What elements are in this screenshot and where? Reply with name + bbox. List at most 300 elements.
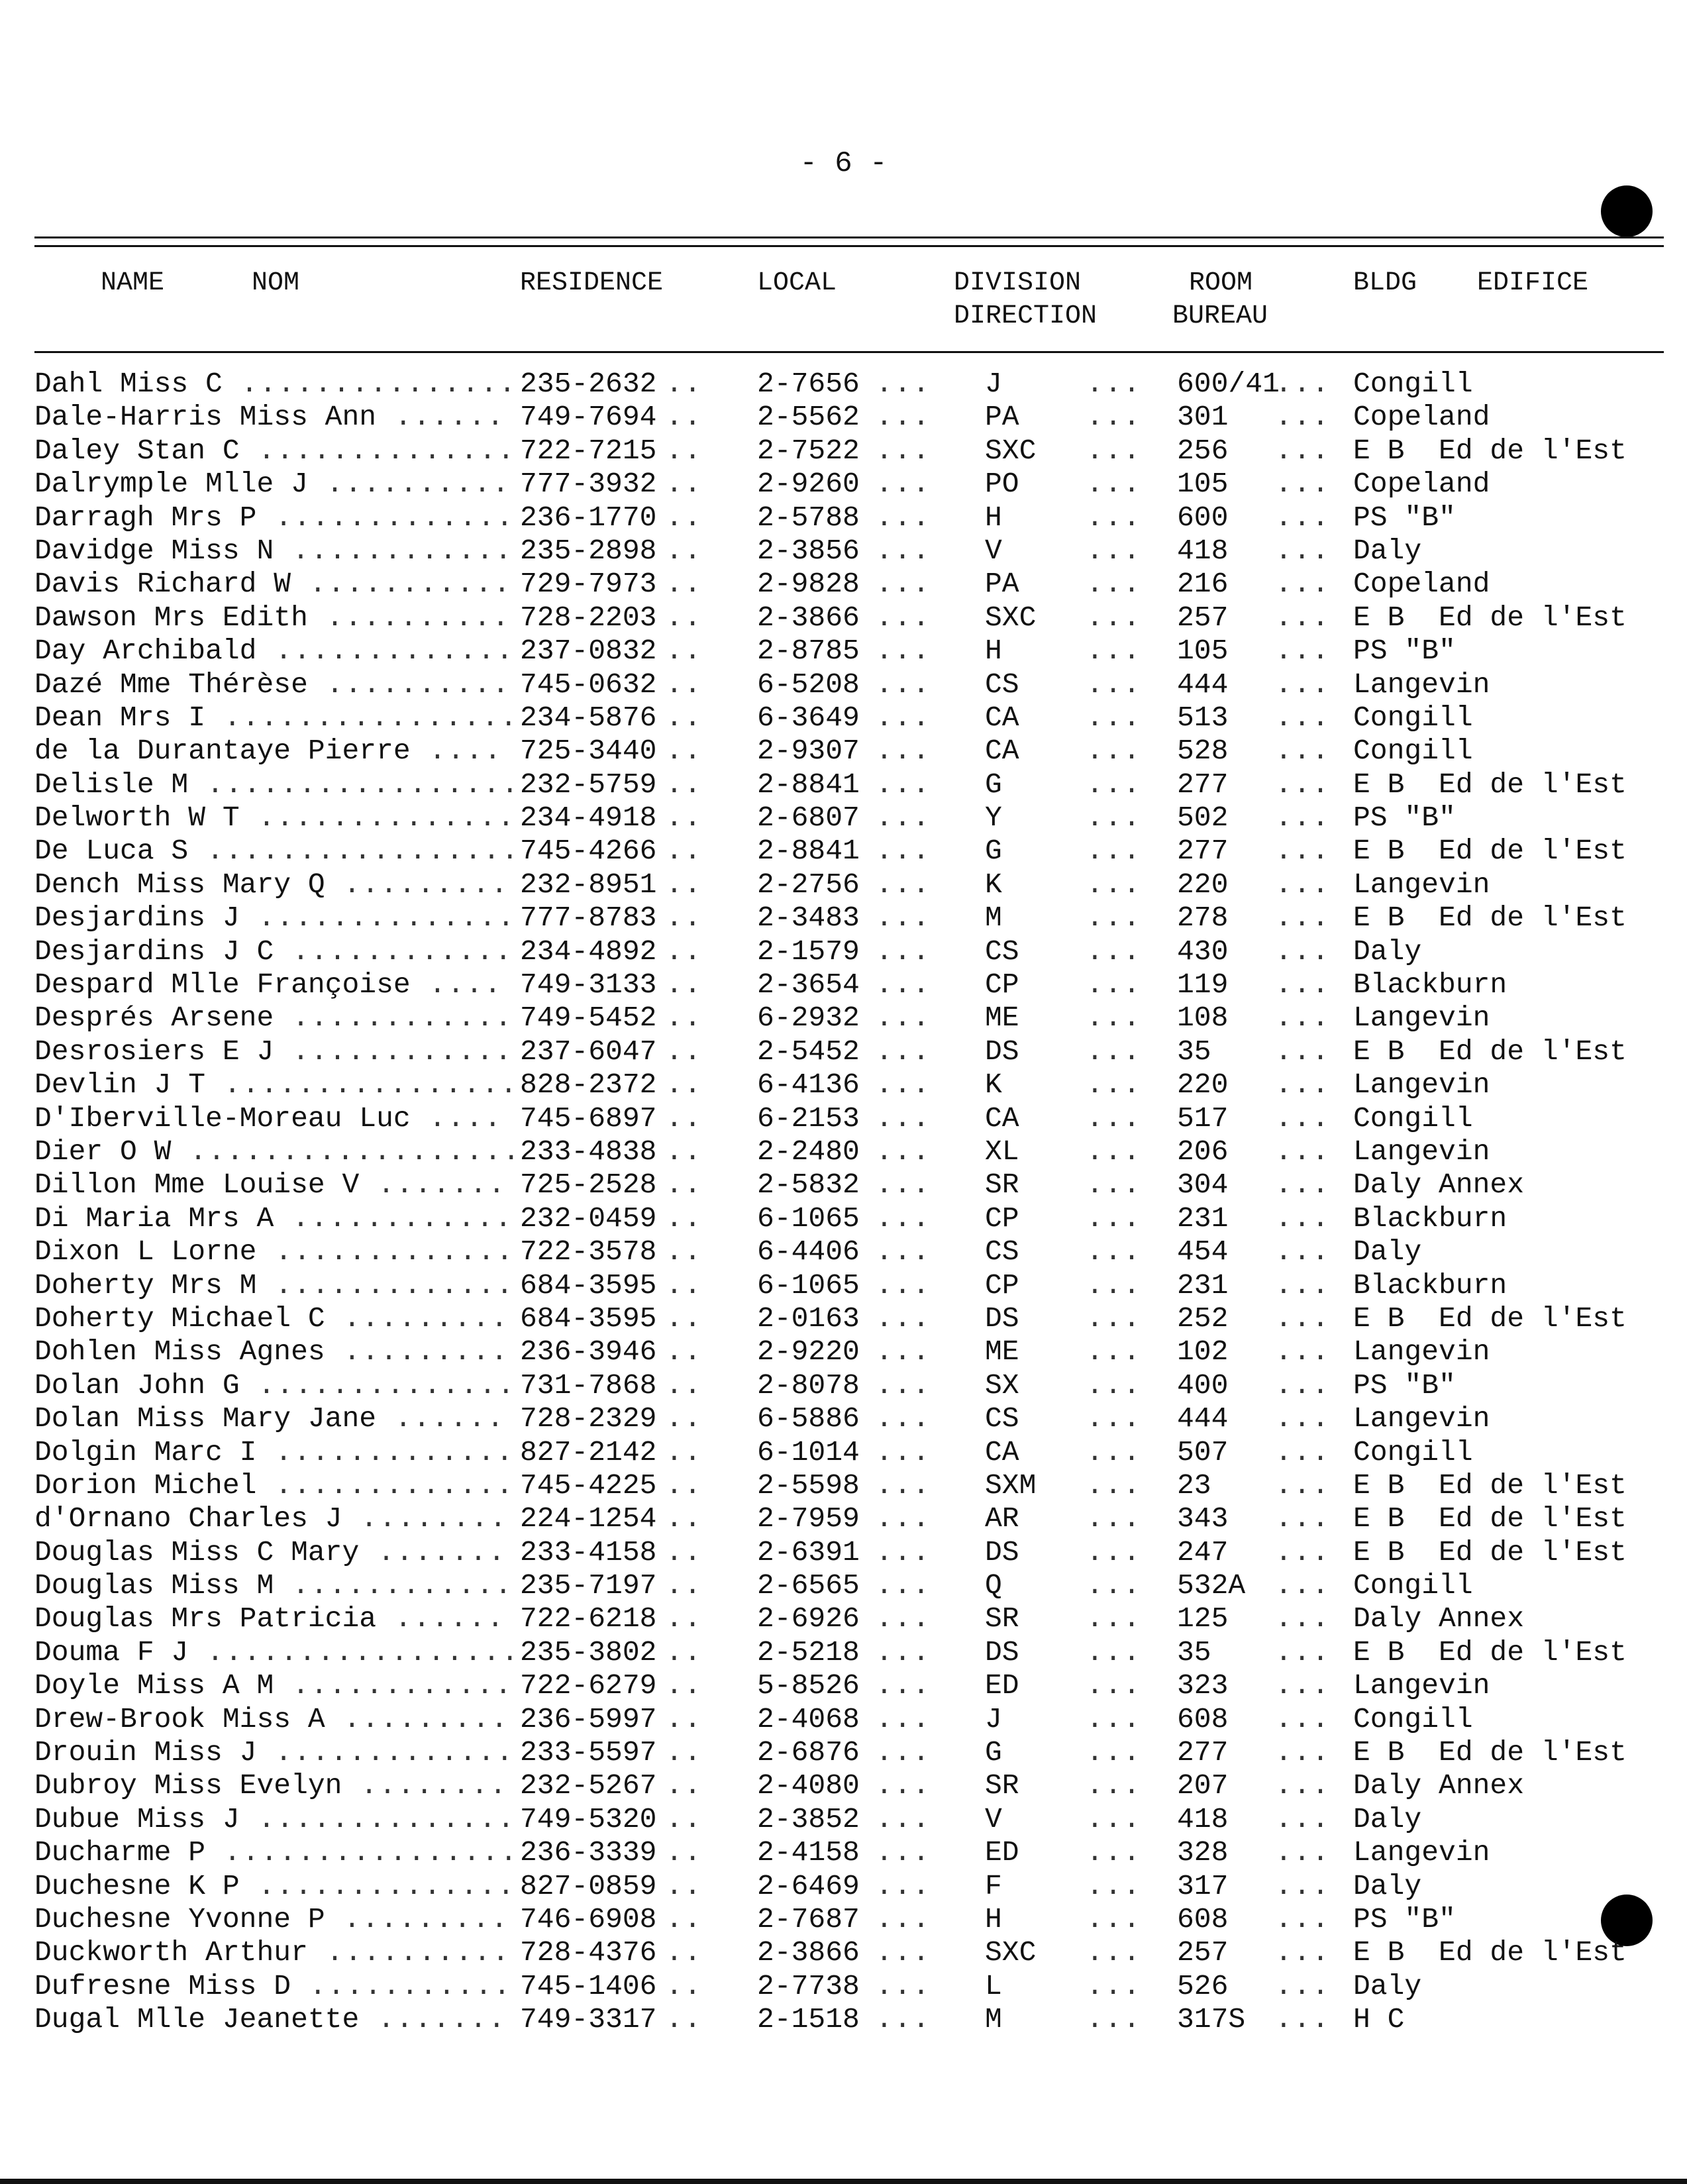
directory-row: [0, 1469, 1687, 1502]
dot-separator: ...: [1086, 401, 1142, 434]
dot-leader: ....: [410, 735, 503, 768]
entry-residence-phone: 232-5267: [520, 1769, 657, 1802]
entry-room: 517: [1177, 1102, 1229, 1135]
dot-separator: ...: [1275, 401, 1331, 434]
dot-separator: ...: [1275, 1836, 1331, 1869]
entry-name: Doherty Michael C .........: [34, 1302, 509, 1335]
dot-separator: ...: [876, 1002, 931, 1035]
dot-separator: ...: [1275, 1469, 1331, 1502]
dot-separator: ...: [876, 1035, 931, 1068]
entry-room: 608: [1177, 1702, 1229, 1736]
dot-separator: ...: [1086, 701, 1142, 734]
dot-separator: ..: [666, 1602, 703, 1636]
entry-local-phone: 2-3483: [757, 902, 860, 935]
dot-separator: ...: [876, 1769, 931, 1802]
entry-division: ED: [985, 1669, 1019, 1702]
dot-separator: ...: [1275, 434, 1331, 467]
dot-separator: ..: [666, 1636, 703, 1669]
entry-building: PS "B": [1353, 501, 1456, 534]
entry-local-phone: 6-3649: [757, 701, 860, 734]
dot-separator: ...: [876, 1535, 931, 1569]
entry-residence-phone: 749-7694: [520, 401, 657, 434]
dot-separator: ...: [1086, 1969, 1142, 2002]
directory-row: [0, 868, 1687, 902]
entry-local-phone: 2-5598: [757, 1469, 860, 1502]
entry-room: 528: [1177, 735, 1229, 768]
dot-separator: ..: [666, 434, 703, 467]
dot-separator: ...: [1086, 635, 1142, 668]
entry-room: 252: [1177, 1302, 1229, 1335]
entry-division: CP: [985, 968, 1019, 1002]
top-double-rule-2: [34, 245, 1664, 247]
dot-separator: ...: [1086, 1736, 1142, 1769]
entry-room: 247: [1177, 1535, 1229, 1569]
entry-name: Dorion Michel .............: [34, 1469, 515, 1502]
entry-name: Dillon Mme Louise V .......: [34, 1169, 507, 1202]
entry-residence-phone: 224-1254: [520, 1502, 657, 1535]
entry-division: ED: [985, 1836, 1019, 1869]
dot-separator: ...: [1275, 534, 1331, 567]
top-double-rule-1: [34, 236, 1664, 238]
entry-local-phone: 2-6565: [757, 1569, 860, 1602]
entry-division: G: [985, 835, 1002, 868]
entry-residence-phone: 722-3578: [520, 1235, 657, 1269]
entry-building: Blackburn: [1353, 1269, 1508, 1302]
dot-separator: ...: [1086, 601, 1142, 634]
directory-row: [0, 1569, 1687, 1602]
dot-leader: ................: [205, 1068, 519, 1102]
dot-separator: ..: [666, 1569, 703, 1602]
entry-name: Delworth W T ..............: [34, 802, 516, 835]
entry-residence-phone: 745-4225: [520, 1469, 657, 1502]
page-number: - 6 -: [799, 147, 888, 180]
entry-name: Dench Miss Mary Q .........: [34, 868, 509, 901]
dot-separator: ..: [666, 1269, 703, 1302]
entry-residence-phone: 725-2528: [520, 1169, 657, 1202]
entry-local-phone: 2-1579: [757, 935, 860, 968]
entry-residence-phone: 729-7973: [520, 568, 657, 601]
dot-separator: ..: [666, 534, 703, 567]
dot-separator: ...: [1275, 1802, 1331, 1836]
entry-residence-phone: 235-7197: [520, 1569, 657, 1602]
entry-room: 207: [1177, 1769, 1229, 1802]
column-headers: [0, 268, 1687, 341]
entry-division: M: [985, 902, 1002, 935]
directory-row: [0, 1102, 1687, 1135]
directory-row: [0, 968, 1687, 1002]
dot-separator: ...: [1086, 1769, 1142, 1802]
dot-leader: ................: [205, 1836, 519, 1869]
entry-division: J: [985, 368, 1002, 400]
entry-name: Doherty Mrs M .............: [34, 1269, 515, 1302]
entry-name: Doyle Miss A M ............: [34, 1669, 513, 1702]
entry-residence-phone: 722-7215: [520, 434, 657, 467]
entry-local-phone: 2-1518: [757, 2003, 860, 2036]
dot-leader: ..........: [307, 668, 511, 701]
directory-row: [0, 1803, 1687, 1836]
dot-separator: ...: [1275, 568, 1331, 601]
dot-separator: ...: [1086, 902, 1142, 935]
dot-separator: ..: [666, 1702, 703, 1736]
dot-separator: ...: [876, 601, 931, 634]
entry-division: SXC: [985, 434, 1037, 467]
dot-separator: ..: [666, 1502, 703, 1535]
dot-separator: ...: [1275, 1969, 1331, 2002]
dot-separator: ..: [666, 1335, 703, 1369]
dot-separator: ...: [1086, 1602, 1142, 1636]
entry-division: J: [985, 1702, 1002, 1736]
entry-room: 125: [1177, 1602, 1229, 1636]
entry-name: Devlin J T ................: [34, 1068, 519, 1102]
dot-separator: ...: [1086, 1836, 1142, 1869]
header-name: NAME: [101, 268, 165, 298]
dot-separator: ...: [1275, 668, 1331, 701]
dot-separator: ...: [876, 1169, 931, 1202]
dot-leader: ...............: [222, 368, 517, 400]
directory-row: [0, 535, 1687, 568]
directory-row: [0, 1335, 1687, 1369]
entry-residence-phone: 746-6908: [520, 1902, 657, 1936]
dot-leader: ............: [274, 534, 513, 567]
dot-separator: ..: [666, 1202, 703, 1235]
entry-local-phone: 2-6876: [757, 1736, 860, 1769]
dot-separator: ..: [666, 1769, 703, 1802]
dot-leader: .............: [256, 1469, 515, 1502]
dot-separator: ...: [1086, 568, 1142, 601]
entry-name: Duchesne Yvonne P .........: [34, 1902, 509, 1936]
entry-name: Dubroy Miss Evelyn ........: [34, 1769, 508, 1802]
entry-local-phone: 2-5788: [757, 501, 860, 534]
entry-division: SXC: [985, 601, 1037, 634]
dot-leader: ......: [376, 401, 505, 434]
dot-separator: ..: [666, 1736, 703, 1769]
entry-room: 454: [1177, 1235, 1229, 1269]
entry-room: 105: [1177, 468, 1229, 501]
entry-building: Langevin: [1353, 1836, 1490, 1869]
entry-building: Daly: [1353, 1869, 1422, 1902]
entry-building: E B Ed de l'Est: [1353, 434, 1627, 467]
entry-division: CA: [985, 1435, 1019, 1469]
entry-local-phone: 2-6926: [757, 1602, 860, 1636]
entry-name: Despard Mlle Françoise ....: [34, 968, 503, 1002]
directory-row: [0, 1870, 1687, 1903]
entry-building: PS "B": [1353, 1902, 1456, 1936]
dot-separator: ...: [1086, 935, 1142, 968]
dot-separator: ...: [1086, 668, 1142, 701]
directory-row: [0, 1068, 1687, 1102]
directory-row: [0, 2003, 1687, 2036]
dot-separator: ..: [666, 1669, 703, 1702]
dot-separator: ...: [1275, 1902, 1331, 1936]
entry-name: Dolgin Marc I .............: [34, 1435, 515, 1469]
dot-separator: ...: [1275, 635, 1331, 668]
entry-building: E B Ed de l'Est: [1353, 1736, 1627, 1769]
entry-building: Daly: [1353, 1969, 1422, 2002]
entry-room: 317S: [1177, 2003, 1246, 2036]
dot-separator: ...: [1275, 701, 1331, 734]
entry-building: Daly Annex: [1353, 1769, 1525, 1802]
entry-local-phone: 2-8841: [757, 835, 860, 868]
entry-residence-phone: 827-2142: [520, 1435, 657, 1469]
entry-building: E B Ed de l'Est: [1353, 1035, 1627, 1068]
entry-name: Desjardins J ..............: [34, 902, 516, 935]
dot-separator: ...: [1275, 368, 1331, 400]
dot-leader: ................: [205, 701, 519, 734]
entry-local-phone: 2-0163: [757, 1302, 860, 1335]
dot-separator: ...: [1086, 1902, 1142, 1936]
dot-separator: ...: [1275, 1369, 1331, 1402]
entry-room: 108: [1177, 1002, 1229, 1035]
dot-separator: ..: [666, 968, 703, 1002]
entry-division: SXC: [985, 1936, 1037, 1969]
entry-room: 526: [1177, 1969, 1229, 2002]
entry-building: Blackburn: [1353, 1202, 1508, 1235]
dot-separator: ...: [876, 1602, 931, 1636]
entry-local-phone: 2-6807: [757, 802, 860, 835]
header-division: DIVISION: [954, 268, 1082, 298]
entry-building: E B Ed de l'Est: [1353, 601, 1627, 634]
entry-room: 502: [1177, 802, 1229, 835]
dot-leader: ..............: [239, 1869, 516, 1902]
directory-row: [0, 468, 1687, 501]
entry-room: 277: [1177, 1736, 1229, 1769]
directory-row: [0, 501, 1687, 535]
dot-separator: ...: [876, 835, 931, 868]
entry-name: d'Ornano Charles J ........: [34, 1502, 508, 1535]
entry-division: V: [985, 1802, 1002, 1836]
entry-local-phone: 2-9307: [757, 735, 860, 768]
entry-name: Delisle M .................: [34, 768, 520, 801]
directory-row: [0, 1703, 1687, 1736]
dot-separator: ..: [666, 1402, 703, 1435]
entry-room: 35: [1177, 1636, 1211, 1669]
dot-separator: ...: [876, 1269, 931, 1302]
dot-separator: ...: [1275, 768, 1331, 801]
dot-leader: .........: [325, 1702, 509, 1736]
dot-separator: ...: [1275, 1636, 1331, 1669]
entry-name: Dazé Mme Thérèse ..........: [34, 668, 511, 701]
entry-residence-phone: 233-4158: [520, 1535, 657, 1569]
entry-local-phone: 6-2153: [757, 1102, 860, 1135]
entry-name: Ducharme P ................: [34, 1836, 519, 1869]
dot-separator: ..: [666, 1802, 703, 1836]
entry-division: XL: [985, 1135, 1019, 1168]
dot-leader: ............: [274, 935, 513, 968]
entry-room: 119: [1177, 968, 1229, 1002]
dot-separator: ...: [1086, 835, 1142, 868]
entry-residence-phone: 749-5320: [520, 1802, 657, 1836]
entry-residence-phone: 722-6279: [520, 1669, 657, 1702]
entry-local-phone: 2-9828: [757, 568, 860, 601]
entry-building: E B Ed de l'Est: [1353, 1936, 1627, 1969]
dot-separator: ...: [1275, 1068, 1331, 1102]
directory-row: [0, 1602, 1687, 1636]
entry-building: PS "B": [1353, 802, 1456, 835]
dot-leader: ..................: [171, 1135, 521, 1168]
dot-separator: ...: [1086, 1235, 1142, 1269]
entry-building: Langevin: [1353, 1669, 1490, 1702]
dot-separator: ..: [666, 1235, 703, 1269]
entry-name: De Luca S .................: [34, 835, 520, 868]
entry-building: E B Ed de l'Est: [1353, 1636, 1627, 1669]
entry-room: 257: [1177, 601, 1229, 634]
dot-separator: ...: [1275, 1435, 1331, 1469]
dot-leader: ............: [274, 1202, 513, 1235]
dot-leader: .................: [188, 768, 520, 801]
entry-building: PS "B": [1353, 635, 1456, 668]
entry-division: M: [985, 2003, 1002, 2036]
entry-division: SXM: [985, 1469, 1037, 1502]
entry-building: E B Ed de l'Est: [1353, 835, 1627, 868]
header-bureau: BUREAU: [1172, 301, 1268, 331]
entry-division: K: [985, 1068, 1002, 1102]
entry-room: 430: [1177, 935, 1229, 968]
directory-row: [0, 1536, 1687, 1569]
directory-row: [0, 1769, 1687, 1802]
entry-local-phone: 6-1065: [757, 1269, 860, 1302]
dot-separator: ...: [1275, 1402, 1331, 1435]
entry-room: 256: [1177, 434, 1229, 467]
dot-separator: ..: [666, 701, 703, 734]
dot-separator: ...: [876, 935, 931, 968]
entry-local-phone: 2-5832: [757, 1169, 860, 1202]
entry-residence-phone: 235-2632: [520, 368, 657, 400]
dot-separator: ...: [1086, 968, 1142, 1002]
entry-division: ME: [985, 1002, 1019, 1035]
entry-room: 301: [1177, 401, 1229, 434]
dot-separator: ..: [666, 835, 703, 868]
entry-room: 328: [1177, 1836, 1229, 1869]
dot-leader: ..............: [239, 434, 516, 467]
entry-division: H: [985, 1902, 1002, 1936]
entry-residence-phone: 749-5452: [520, 1002, 657, 1035]
directory-list: [0, 368, 1687, 2037]
dot-separator: ...: [1275, 1669, 1331, 1702]
directory-row: [0, 1202, 1687, 1235]
entry-room: 343: [1177, 1502, 1229, 1535]
dot-separator: ..: [666, 568, 703, 601]
entry-name: Desjardins J C ............: [34, 935, 513, 968]
dot-separator: ...: [1275, 1335, 1331, 1369]
entry-residence-phone: 777-8783: [520, 902, 657, 935]
dot-separator: ...: [876, 701, 931, 734]
entry-local-phone: 2-6391: [757, 1535, 860, 1569]
dot-separator: ...: [1275, 902, 1331, 935]
dot-separator: ..: [666, 501, 703, 534]
entry-local-phone: 2-7656: [757, 368, 860, 400]
dot-separator: ...: [1275, 601, 1331, 634]
dot-separator: ..: [666, 1135, 703, 1168]
entry-building: Congill: [1353, 735, 1473, 768]
dot-leader: .......: [359, 2003, 507, 2036]
directory-row: [0, 601, 1687, 635]
entry-division: CP: [985, 1269, 1019, 1302]
directory-row: [0, 1369, 1687, 1402]
entry-room: 400: [1177, 1369, 1229, 1402]
dot-separator: ...: [876, 1569, 931, 1602]
directory-row: [0, 1669, 1687, 1702]
dot-separator: ...: [1086, 1302, 1142, 1335]
dot-separator: ...: [876, 1802, 931, 1836]
dot-leader: .......: [359, 1535, 507, 1569]
dot-separator: ...: [1275, 468, 1331, 501]
dot-separator: ...: [1086, 1369, 1142, 1402]
entry-name: Drouin Miss J .............: [34, 1736, 515, 1769]
dot-separator: ...: [876, 568, 931, 601]
dot-separator: ...: [1086, 1402, 1142, 1435]
entry-name: Dolan John G ..............: [34, 1369, 516, 1402]
dot-separator: ...: [1275, 1302, 1331, 1335]
entry-local-phone: 2-9260: [757, 468, 860, 501]
entry-name: Douglas Mrs Patricia ......: [34, 1602, 505, 1636]
directory-row: [0, 1135, 1687, 1169]
entry-local-phone: 2-3852: [757, 1802, 860, 1836]
entry-name: Dean Mrs I ................: [34, 701, 519, 734]
entry-residence-phone: 237-6047: [520, 1035, 657, 1068]
entry-division: PA: [985, 568, 1019, 601]
dot-separator: ..: [666, 368, 703, 400]
dot-separator: ...: [1086, 1169, 1142, 1202]
entry-local-phone: 2-8785: [757, 635, 860, 668]
dot-separator: ...: [1275, 1169, 1331, 1202]
entry-division: PA: [985, 401, 1019, 434]
dot-separator: ...: [1086, 1068, 1142, 1102]
entry-division: SX: [985, 1369, 1019, 1402]
dot-separator: ...: [876, 735, 931, 768]
entry-name: Dohlen Miss Agnes .........: [34, 1335, 509, 1369]
dot-separator: ..: [666, 1969, 703, 2002]
entry-name: de la Durantaye Pierre ....: [34, 735, 503, 768]
entry-room: 257: [1177, 1936, 1229, 1969]
dot-separator: ..: [666, 668, 703, 701]
entry-residence-phone: 234-4892: [520, 935, 657, 968]
directory-row: [0, 1936, 1687, 1969]
dot-leader: .........: [325, 1335, 509, 1369]
entry-name: Drew-Brook Miss A .........: [34, 1702, 509, 1736]
entry-local-phone: 2-8841: [757, 768, 860, 801]
entry-local-phone: 2-7738: [757, 1969, 860, 2002]
dot-separator: ...: [876, 868, 931, 901]
dot-separator: ...: [1086, 1569, 1142, 1602]
entry-local-phone: 6-1065: [757, 1202, 860, 1235]
entry-local-phone: 6-5886: [757, 1402, 860, 1435]
entry-name: Darragh Mrs P .............: [34, 501, 515, 534]
dot-separator: ...: [876, 368, 931, 400]
entry-residence-phone: 745-1406: [520, 1969, 657, 2002]
header-residence: RESIDENCE: [520, 268, 664, 298]
entry-residence-phone: 749-3133: [520, 968, 657, 1002]
dot-separator: ...: [1275, 1535, 1331, 1569]
entry-building: E B Ed de l'Est: [1353, 768, 1627, 801]
entry-local-phone: 6-2932: [757, 1002, 860, 1035]
entry-room: 532A: [1177, 1569, 1246, 1602]
directory-row: [0, 1436, 1687, 1469]
entry-building: Congill: [1353, 368, 1473, 400]
entry-residence-phone: 232-5759: [520, 768, 657, 801]
dot-separator: ..: [666, 802, 703, 835]
dot-separator: ...: [876, 768, 931, 801]
entry-division: L: [985, 1969, 1002, 2002]
dot-separator: ...: [1275, 1102, 1331, 1135]
header-edifice: EDIFICE: [1477, 268, 1589, 298]
dot-leader: ........: [342, 1502, 508, 1535]
entry-residence-phone: 236-1770: [520, 501, 657, 534]
dot-separator: ..: [666, 1002, 703, 1035]
entry-name: Dubue Miss J ..............: [34, 1802, 516, 1836]
entry-residence-phone: 684-3595: [520, 1269, 657, 1302]
dot-separator: ..: [666, 1302, 703, 1335]
entry-local-phone: 2-4158: [757, 1836, 860, 1869]
